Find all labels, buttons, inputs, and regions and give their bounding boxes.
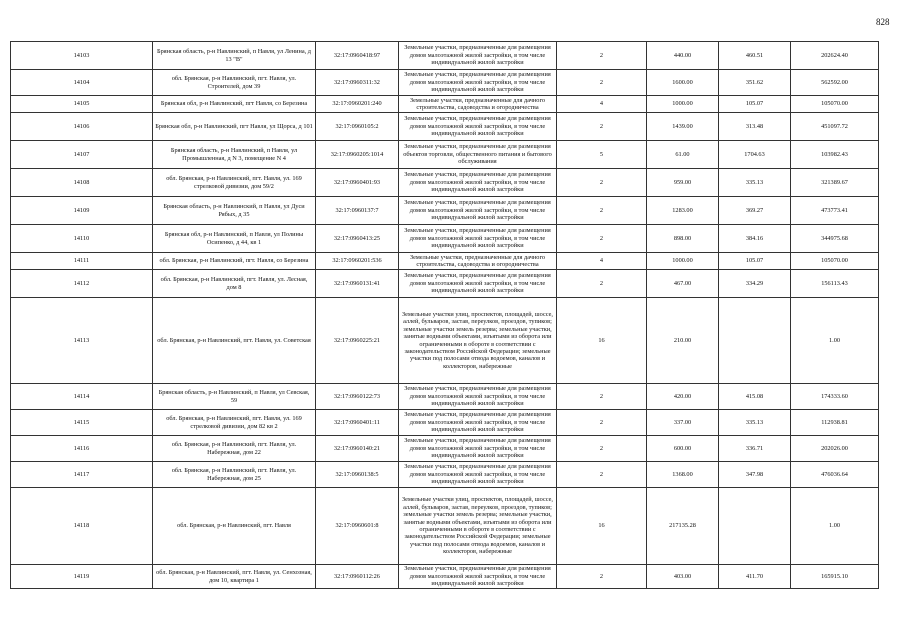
address-cell: обл. Брянская, р-н Навлинский, пгт. Навля, ул. Лесная, дом 8 — [153, 270, 316, 298]
cadastral-number-cell: 32:17:0960401:11 — [316, 410, 399, 436]
area-cell: 403.00 — [647, 565, 719, 589]
cadastral-value-cell: 562592.00 — [791, 70, 879, 96]
table-row — [11, 113, 879, 141]
area-cell: 959.00 — [647, 169, 719, 197]
cadastral-number-cell: 32:17:0960601:8 — [316, 488, 399, 565]
area-cell: 61.00 — [647, 141, 719, 169]
specific-value-cell: 1704.63 — [719, 141, 791, 169]
land-use-cell: Земельные участки, предназначенные для размещения домов малоэтажной жилой застройки, в том числе индивидуальной жилой застройки — [399, 197, 557, 225]
land-use-cell: Земельные участки, предназначенные для размещения домов малоэтажной жилой застройки, в том числе индивидуальной жилой застройки — [399, 113, 557, 141]
specific-value-cell: 105.07 — [719, 96, 791, 113]
cadastral-number-cell: 32:17:0960138:5 — [316, 462, 399, 488]
row-number: 14110 — [11, 225, 153, 253]
cadastral-value-cell: 174333.60 — [791, 384, 879, 410]
use-group-cell: 2 — [557, 565, 647, 589]
table-row — [11, 384, 879, 410]
use-group-cell: 2 — [557, 113, 647, 141]
land-use-cell: Земельные участки, предназначенные для размещения домов малоэтажной жилой застройки, в том числе индивидуальной жилой застройки — [399, 436, 557, 462]
land-use-cell: Земельные участки, предназначенные для размещения домов малоэтажной жилой застройки, в том числе индивидуальной жилой застройки — [399, 270, 557, 298]
table-body — [11, 42, 879, 589]
address-cell: обл. Брянская, р-н Навлинский, пгт. Навля, ул. 169 стрелковой дивизии, дом 82 кв 2 — [153, 410, 316, 436]
cadastral-number-cell: 32:17:0960401:93 — [316, 169, 399, 197]
area-cell: 1000.00 — [647, 253, 719, 270]
specific-value-cell — [719, 488, 791, 565]
table-row — [11, 70, 879, 96]
area-cell: 1600.00 — [647, 70, 719, 96]
use-group-cell: 2 — [557, 270, 647, 298]
table-row — [11, 436, 879, 462]
area-cell: 440.00 — [647, 42, 719, 70]
address-cell: Брянская область, р-н Навлинский, п Навля, ул Севская, 59 — [153, 384, 316, 410]
specific-value-cell: 336.71 — [719, 436, 791, 462]
use-group-cell: 2 — [557, 70, 647, 96]
land-use-cell: Земельные участки, предназначенные для размещения домов малоэтажной жилой застройки, в том числе индивидуальной жилой застройки — [399, 462, 557, 488]
cadastral-value-cell: 1.00 — [791, 488, 879, 565]
cadastral-value-cell: 202026.00 — [791, 436, 879, 462]
address-cell: Брянская обл, р-н Навлинский, п Навля, ул Полины Осипенко, д 44, кв 1 — [153, 225, 316, 253]
table-row — [11, 488, 879, 565]
row-number: 14112 — [11, 270, 153, 298]
table-row — [11, 462, 879, 488]
cadastral-value-cell: 105070.00 — [791, 253, 879, 270]
specific-value-cell: 351.62 — [719, 70, 791, 96]
cadastral-number-cell: 32:17:0960413:25 — [316, 225, 399, 253]
address-cell: обл. Брянская, р-н Навлинский, пгт. Навля, ул. Сенхозная, дом 10, квартира 1 — [153, 565, 316, 589]
cadastral-value-cell: 476036.64 — [791, 462, 879, 488]
specific-value-cell: 347.98 — [719, 462, 791, 488]
address-cell: Брянская область, р-н Навлинский, п Навля, ул Промышленная, д N 3, помещение N 4 — [153, 141, 316, 169]
land-use-cell: Земельные участки, предназначенные для размещения домов малоэтажной жилой застройки, в том числе индивидуальной жилой застройки — [399, 70, 557, 96]
specific-value-cell: 415.08 — [719, 384, 791, 410]
row-number: 14106 — [11, 113, 153, 141]
area-cell: 217135.28 — [647, 488, 719, 565]
land-use-cell: Земельные участки, предназначенные для размещения домов малоэтажной жилой застройки, в том числе индивидуальной жилой застройки — [399, 410, 557, 436]
row-number: 14118 — [11, 488, 153, 565]
cadastral-number-cell: 32:17:0960201:240 — [316, 96, 399, 113]
cadastral-value-cell: 105070.00 — [791, 96, 879, 113]
address-cell: обл. Брянская, р-н Навлинский, пгт. Навля, со Березина — [153, 253, 316, 270]
land-use-cell: Земельные участки, предназначенные для размещения домов малоэтажной жилой застройки, в том числе индивидуальной жилой застройки — [399, 225, 557, 253]
use-group-cell: 2 — [557, 436, 647, 462]
cadastral-number-cell: 32:17:0960201:536 — [316, 253, 399, 270]
table-row — [11, 141, 879, 169]
use-group-cell: 2 — [557, 225, 647, 253]
cadastral-value-cell: 103982.43 — [791, 141, 879, 169]
table-row — [11, 253, 879, 270]
row-number: 14119 — [11, 565, 153, 589]
row-number: 14105 — [11, 96, 153, 113]
use-group-cell: 2 — [557, 169, 647, 197]
use-group-cell: 2 — [557, 410, 647, 436]
land-use-cell: Земельные участки, предназначенные для дачного строительства, садоводства и огородничества — [399, 253, 557, 270]
land-use-cell: Земельные участки, предназначенные для размещения домов малоэтажной жилой застройки, в том числе индивидуальной жилой застройки — [399, 169, 557, 197]
row-number: 14114 — [11, 384, 153, 410]
area-cell: 1439.00 — [647, 113, 719, 141]
specific-value-cell: 384.16 — [719, 225, 791, 253]
use-group-cell: 16 — [557, 488, 647, 565]
land-use-cell: Земельные участки улиц, проспектов, площадей, шоссе, аллей, бульваров, застав, переулков, проездов, тупиков; земельные участки земель резерва; земельные участки, занятые водными объектами, изъятыми из оборота или ограниченными в обороте в соответствии с законодательством Российской Федерации; земельные участки под полосами отвода водоемов, каналов и коллекторов, набережные — [399, 298, 557, 384]
use-group-cell: 2 — [557, 462, 647, 488]
row-number: 14104 — [11, 70, 153, 96]
row-number: 14116 — [11, 436, 153, 462]
use-group-cell: 2 — [557, 42, 647, 70]
specific-value-cell: 334.29 — [719, 270, 791, 298]
address-cell: обл. Брянская, р-н Навлинский, пгт. Навля, ул. Строителей, дом 39 — [153, 70, 316, 96]
specific-value-cell — [719, 298, 791, 384]
row-number: 14113 — [11, 298, 153, 384]
use-group-cell: 5 — [557, 141, 647, 169]
land-use-cell: Земельные участки, предназначенные для размещения домов малоэтажной жилой застройки, в том числе индивидуальной жилой застройки — [399, 384, 557, 410]
cadastral-value-cell: 156113.43 — [791, 270, 879, 298]
address-cell: обл. Брянская, р-н Навлинский, пгт. Навля, ул. Советская — [153, 298, 316, 384]
address-cell: Брянская обл, р-н Навлинский, пгт Навля, ул Щорса, д 101 — [153, 113, 316, 141]
cadastral-number-cell: 32:17:0960112:26 — [316, 565, 399, 589]
row-number: 14109 — [11, 197, 153, 225]
address-cell: обл. Брянская, р-н Навлинский, пгт. Навля, ул. 169 стрелковой дивизии, дом 59/2 — [153, 169, 316, 197]
row-number: 14107 — [11, 141, 153, 169]
specific-value-cell: 335.13 — [719, 169, 791, 197]
table-row — [11, 225, 879, 253]
address-cell: Брянская область, р-н Навлинский, п Навля, ул Дуси Рябых, д 35 — [153, 197, 316, 225]
area-cell: 600.00 — [647, 436, 719, 462]
area-cell: 210.00 — [647, 298, 719, 384]
cadastral-value-cell: 451097.72 — [791, 113, 879, 141]
table-row — [11, 270, 879, 298]
use-group-cell: 16 — [557, 298, 647, 384]
cadastral-value-cell: 112938.81 — [791, 410, 879, 436]
row-number: 14111 — [11, 253, 153, 270]
specific-value-cell: 335.13 — [719, 410, 791, 436]
area-cell: 1368.00 — [647, 462, 719, 488]
cadastral-number-cell: 32:17:0960131:41 — [316, 270, 399, 298]
area-cell: 1283.00 — [647, 197, 719, 225]
specific-value-cell: 460.51 — [719, 42, 791, 70]
cadastral-value-cell: 165915.10 — [791, 565, 879, 589]
cadastral-number-cell: 32:17:0960311:32 — [316, 70, 399, 96]
page-number: 828 — [876, 17, 890, 27]
area-cell: 337.00 — [647, 410, 719, 436]
table-row — [11, 197, 879, 225]
address-cell: Брянская обл, р-н Навлинский, пгт Навля, со Березина — [153, 96, 316, 113]
specific-value-cell: 369.27 — [719, 197, 791, 225]
cadastral-number-cell: 32:17:0960225:21 — [316, 298, 399, 384]
row-number: 14108 — [11, 169, 153, 197]
row-number: 14115 — [11, 410, 153, 436]
area-cell: 1000.00 — [647, 96, 719, 113]
cadastral-number-cell: 32:17:0960122:73 — [316, 384, 399, 410]
specific-value-cell: 313.48 — [719, 113, 791, 141]
table-row — [11, 96, 879, 113]
table-row — [11, 298, 879, 384]
specific-value-cell: 411.70 — [719, 565, 791, 589]
cadastral-number-cell: 32:17:0960137:7 — [316, 197, 399, 225]
table-row — [11, 565, 879, 589]
cadastral-value-cell: 473773.41 — [791, 197, 879, 225]
table-row — [11, 42, 879, 70]
address-cell: обл. Брянская, р-н Навлинский, пгт. Навля — [153, 488, 316, 565]
table-row — [11, 410, 879, 436]
cadastral-number-cell: 32:17:0960205:1014 — [316, 141, 399, 169]
cadastral-number-cell: 32:17:0960105:2 — [316, 113, 399, 141]
cadastral-value-cell: 202624.40 — [791, 42, 879, 70]
cadastral-value-cell: 344975.68 — [791, 225, 879, 253]
address-cell: обл. Брянская, р-н Навлинский, пгт. Навля, ул. Набережная, дом 25 — [153, 462, 316, 488]
land-use-cell: Земельные участки, предназначенные для размещения домов малоэтажной жилой застройки, в том числе индивидуальной жилой застройки — [399, 565, 557, 589]
use-group-cell: 2 — [557, 197, 647, 225]
land-use-cell: Земельные участки, предназначенные для дачного строительства, садоводства и огородничества — [399, 96, 557, 113]
area-cell: 420.00 — [647, 384, 719, 410]
land-use-cell: Земельные участки улиц, проспектов, площадей, шоссе, аллей, бульваров, застав, переулков, проездов, тупиков; земельные участки земель резерва; земельные участки, занятые водными объектами, изъятыми из оборота или ограниченными в обороте в соответствии с законодательством Российской Федерации; земельные участки под полосами отвода водоемов, каналов и коллекторов, набережные — [399, 488, 557, 565]
use-group-cell: 4 — [557, 253, 647, 270]
use-group-cell: 4 — [557, 96, 647, 113]
area-cell: 467.00 — [647, 270, 719, 298]
land-use-cell: Земельные участки, предназначенные для размещения домов малоэтажной жилой застройки, в том числе индивидуальной жилой застройки — [399, 42, 557, 70]
address-cell: обл. Брянская, р-н Навлинский, пгт. Навля, ул. Набережная, дом 22 — [153, 436, 316, 462]
address-cell: Брянская область, р-н Навлинский, п Навля, ул Ленина, д 13 "В" — [153, 42, 316, 70]
table-row — [11, 169, 879, 197]
cadastral-value-table — [10, 41, 879, 589]
area-cell: 898.00 — [647, 225, 719, 253]
cadastral-number-cell: 32:17:0960418:97 — [316, 42, 399, 70]
cadastral-number-cell: 32:17:0960140:21 — [316, 436, 399, 462]
specific-value-cell: 105.07 — [719, 253, 791, 270]
row-number: 14117 — [11, 462, 153, 488]
row-number: 14103 — [11, 42, 153, 70]
land-use-cell: Земельные участки, предназначенные для размещения объектов торговли, общественного питания и бытового обслуживания — [399, 141, 557, 169]
cadastral-value-cell: 321389.67 — [791, 169, 879, 197]
cadastral-value-cell: 1.00 — [791, 298, 879, 384]
use-group-cell: 2 — [557, 384, 647, 410]
